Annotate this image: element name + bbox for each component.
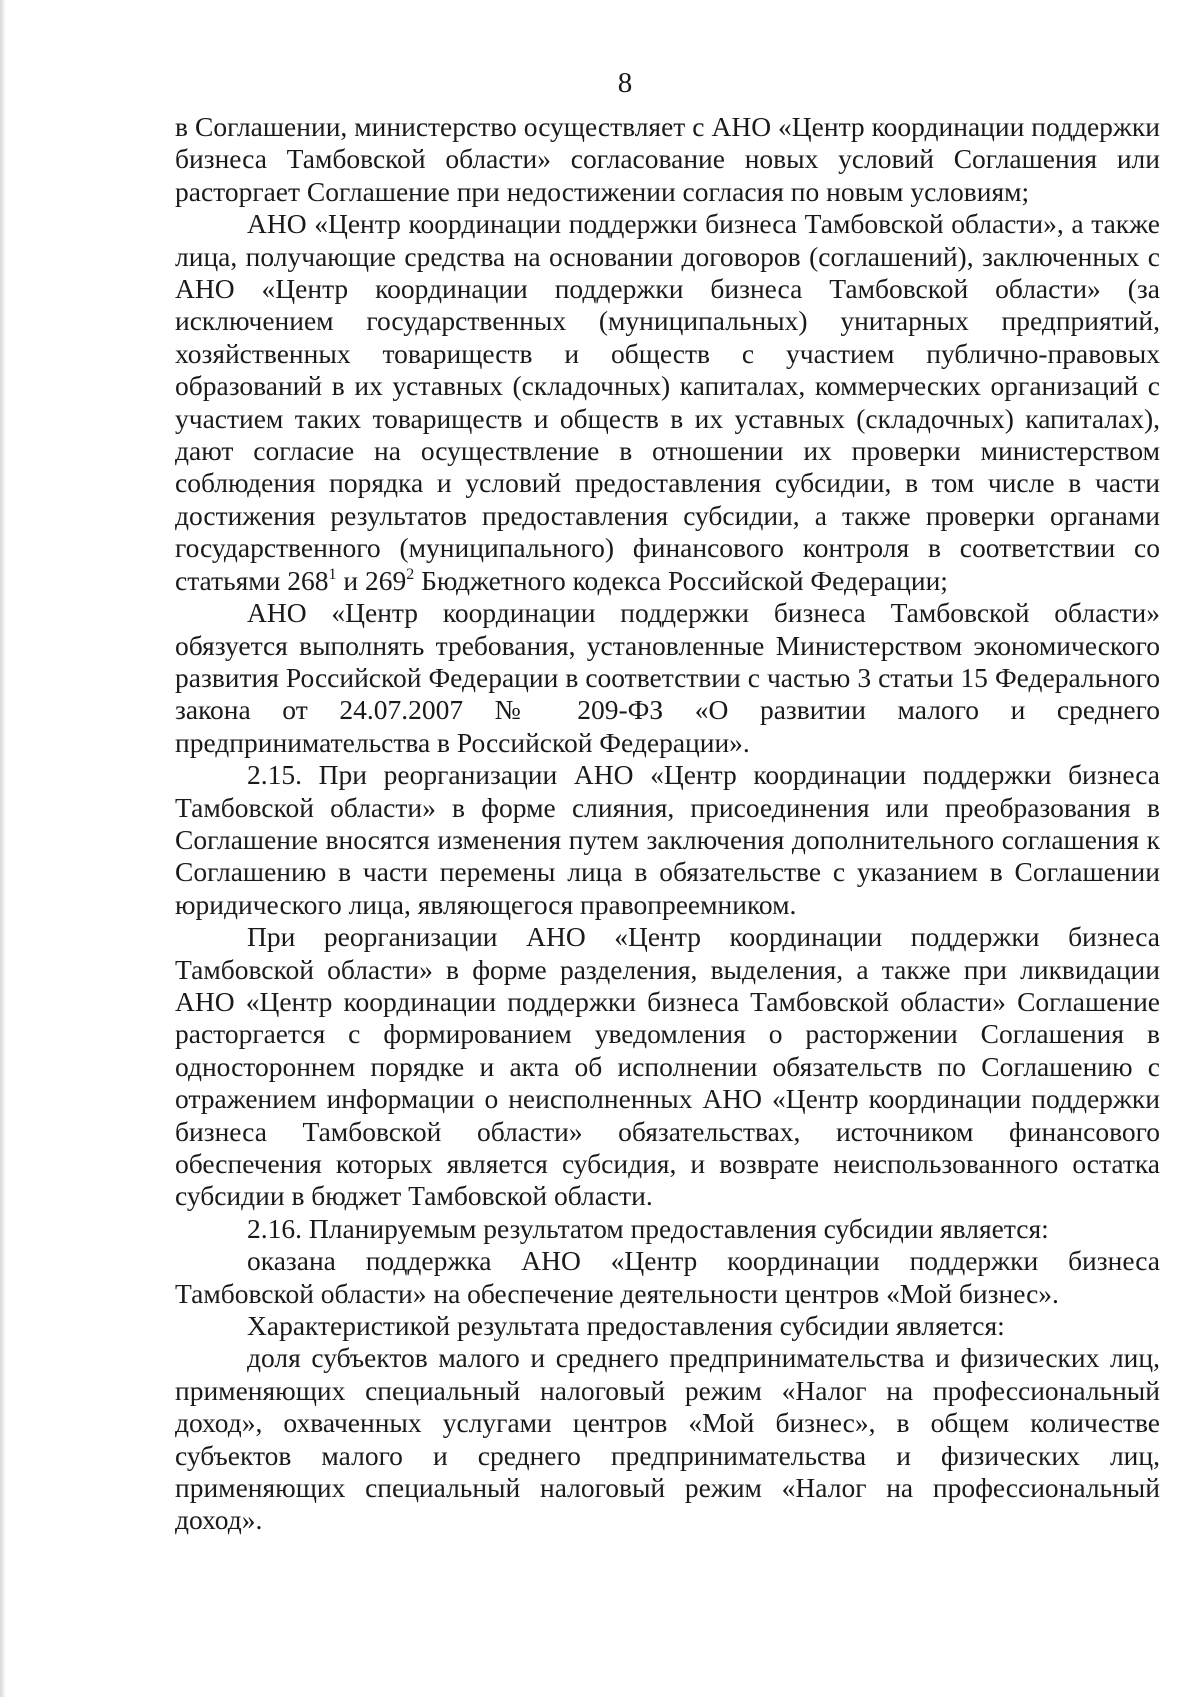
paragraph-requirements: АНО «Центр координации поддержки бизнеса Тамбовской области» обязуется выполнять требования, установленные Министерством экономического развития Российской Федерации в соответствии с частью 3 статьи 15 Федерального закона от 24.07.2007 № 209-ФЗ «О развитии малого и среднего предпринимательства в Российской Федерации».	[175, 597, 1160, 758]
paragraph-text: АНО «Центр координации поддержки бизнеса Тамбовской области», а также лица, получающие средства на основании договоров (соглашений), заключенных с АНО «Центр координации поддержки бизнеса Тамбовской области» (за исключением государственных (муниципальных) унитарных предприятий, хозяйственных товариществ и обществ с участием публично-правовых образований в их уставных (складочных) капиталах, коммерческих организаций с участием таких товариществ и обществ в их уставных (складочных) капиталах), дают согласие на осуществление в отношении их проверки министерством соблюдения порядка и условий предоставления субсидии, в том числе в части достижения результатов предоставления субсидии, а также проверки органами государственного (муниципального) финансового контроля в соответствии со статьями	[175, 208, 1160, 596]
article-number: 269	[364, 564, 407, 596]
paragraph-2-15: 2.15. При реорганизации АНО «Центр координации поддержки бизнеса Тамбовской области» в форме слияния, присоединения или преобразования в Соглашение вносятся изменения путем заключения дополнительного соглашения к Соглашению в части перемены лица в обязательстве с указанием в Соглашении юридического лица, являющегося правопреемником.	[175, 759, 1160, 920]
paragraph-2-16: 2.16. Планируемым результатом предоставления субсидии является:	[247, 1212, 1049, 1244]
paragraph-planned-result: оказана поддержка АНО «Центр координации поддержки бизнеса Тамбовской области» на обеспечение деятельности центров «Мой бизнес».	[175, 1245, 1160, 1309]
article-superscript: 2	[406, 565, 415, 583]
article-number: 268	[287, 564, 329, 596]
article-connector: и	[343, 564, 359, 596]
article-superscript: 1	[328, 565, 337, 583]
code-reference: Бюджетного кодекса Российской Федерации;	[421, 564, 948, 596]
paragraph-share-indicator: доля субъектов малого и среднего предпринимательства и физических лиц, применяющих специальный налоговый режим «Налог на профессиональный доход», охваченных услугами центров «Мой бизнес», в общем количестве субъектов малого и среднего предпринимательства и физических лиц, применяющих специальный налоговый режим «Налог на профессиональный доход».	[175, 1342, 1160, 1536]
document-body	[175, 111, 1160, 1537]
paragraph-result-characteristic: Характеристикой результата предоставления субсидии является:	[247, 1310, 1005, 1342]
scan-edge-shadow	[0, 0, 6, 1697]
paragraph-reorganization: При реорганизации АНО «Центр координации поддержки бизнеса Тамбовской области» в форме разделения, выделения, а также при ликвидации АНО «Центр координации поддержки бизнеса Тамбовской области» Соглашение расторгается с формированием уведомления о расторжении Соглашения в одностороннем порядке и акта об исполнении обязательств по Соглашению с отражением информации о неисполненных АНО «Центр координации поддержки бизнеса Тамбовской области» обязательствах, источником финансового обеспечения которых является субсидия, и возврате неиспользованного остатка субсидии в бюджет Тамбовской области.	[175, 921, 1160, 1212]
paragraph-continuation: в Соглашении, министерство осуществляет с АНО «Центр координации поддержки бизнеса Тамбовской области» согласование новых условий Соглашения или расторгает Соглашение при недостижении согласия по новым условиям;	[175, 111, 1160, 207]
page-number: 8	[617, 67, 633, 99]
paragraph-consent-inspection	[175, 208, 1160, 597]
